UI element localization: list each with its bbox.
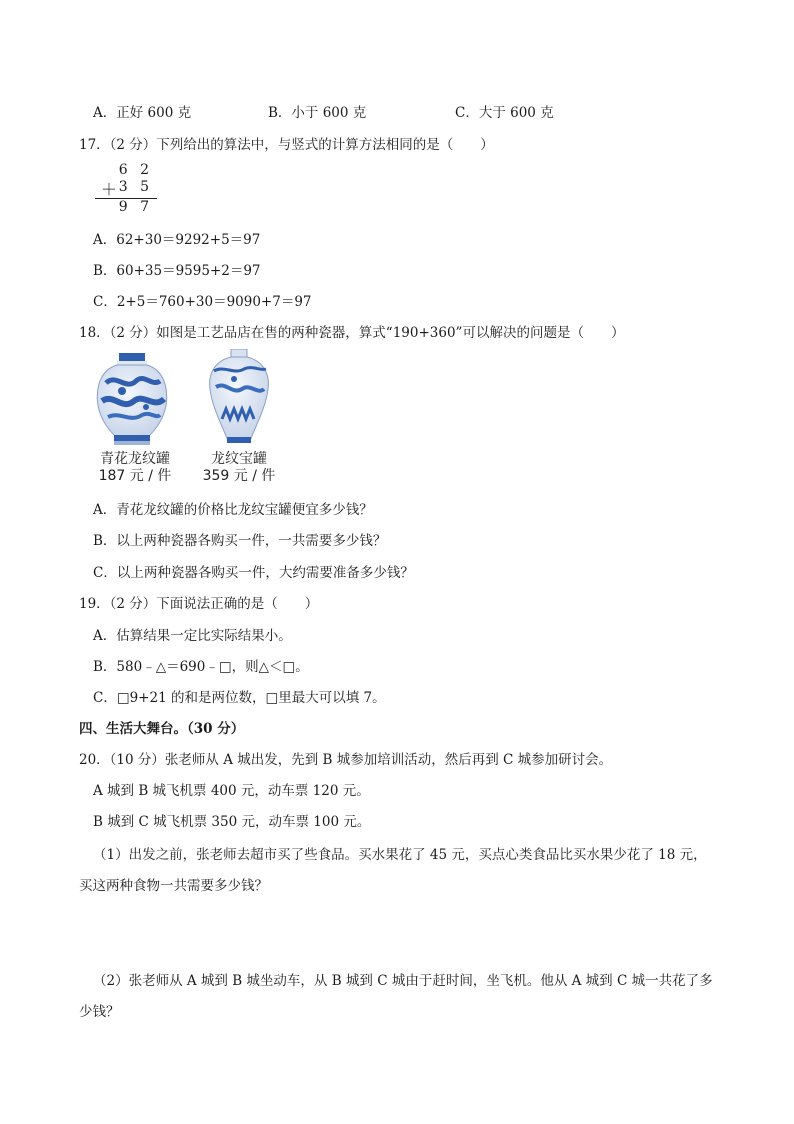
q16-option-c[interactable]: C．大于 600 克 (455, 105, 554, 121)
q19-option-a[interactable]: A．估算结果一定比实际结果小。 (93, 628, 292, 644)
vase1-name: 青花龙纹罐 (100, 451, 170, 467)
q18-option-a[interactable]: A．青花龙纹罐的价格比龙纹宝罐便宜多少钱？ (93, 502, 373, 518)
sum-result: 9 7 (118, 199, 153, 215)
section-heading: 四、生活大舞台。（30 分） (79, 721, 245, 737)
q17-option-c[interactable]: C．2+5＝760+30＝9090+7＝97 (93, 294, 312, 310)
vase1-price: 187 元 / 件 (98, 468, 172, 484)
q18-option-c[interactable]: C．以上两种瓷器各购买一件，大约需要准备多少钱？ (93, 565, 414, 581)
q16-option-a[interactable]: A．正好 600 克 (93, 105, 192, 121)
q19-stem: 19．（2 分）下面说法正确的是（ ） (79, 596, 319, 612)
q18-stem: 18．（2 分）如图是工艺品店在售的两种瓷器，算式“190+360”可以解决的问题是（ ） (79, 325, 625, 341)
q20-sub1-line2: 买这两种食物一共需要多少钱？ (79, 878, 268, 894)
addend-top: 6 2 (118, 162, 153, 178)
vase2-price: 359 元 / 件 (202, 468, 276, 484)
q20-sub2-line2: 少钱？ (79, 1004, 120, 1020)
q17-option-b[interactable]: B．60+35＝9595+2＝97 (93, 263, 261, 279)
plus-sign: ＋ (101, 180, 118, 199)
q17-stem: 17．（2 分）下列给出的算法中，与竖式的计算方法相同的是（ ） (79, 137, 494, 153)
vertical-addition (95, 162, 165, 214)
q19-option-c[interactable]: C．□9+21 的和是两位数，□里最大可以填 7。 (93, 690, 386, 706)
q20-sub2-line1: （2）张老师从 A 城到 B 城坐动车，从 B 城到 C 城由于赶时间，坐飞机。他从 A 城到 C 城一共花了多 (93, 973, 713, 989)
addend-bottom: 3 5 (118, 179, 153, 195)
vase2-name: 龙纹宝罐 (211, 451, 267, 467)
q16-option-b[interactable]: B．小于 600 克 (268, 105, 367, 121)
q17-option-a[interactable]: A．62+30＝9292+5＝97 (93, 232, 261, 248)
porcelain-figure (92, 347, 282, 487)
q20-stem: 20．（10 分）张老师从 A 城出发，先到 B 城参加培训活动，然后再到 C 城参加研讨会。 (79, 752, 613, 768)
q20-sub1-line1: （1）出发之前，张老师去超市买了些食品。买水果花了 45 元，买点心类食品比买水果少花了 18 元， (93, 847, 707, 863)
q18-option-b[interactable]: B．以上两种瓷器各购买一件，一共需要多少钱？ (93, 533, 387, 549)
dragon-vase-image (204, 349, 274, 449)
q20-info-ab: A 城到 B 城飞机票 400 元，动车票 120 元。 (93, 783, 370, 799)
q19-option-b[interactable]: B．580﹣△＝690﹣□，则△＜□。 (93, 659, 309, 675)
q20-info-bc: B 城到 C 城飞机票 350 元，动车票 100 元。 (93, 814, 371, 830)
dragon-jar-image (92, 351, 172, 451)
